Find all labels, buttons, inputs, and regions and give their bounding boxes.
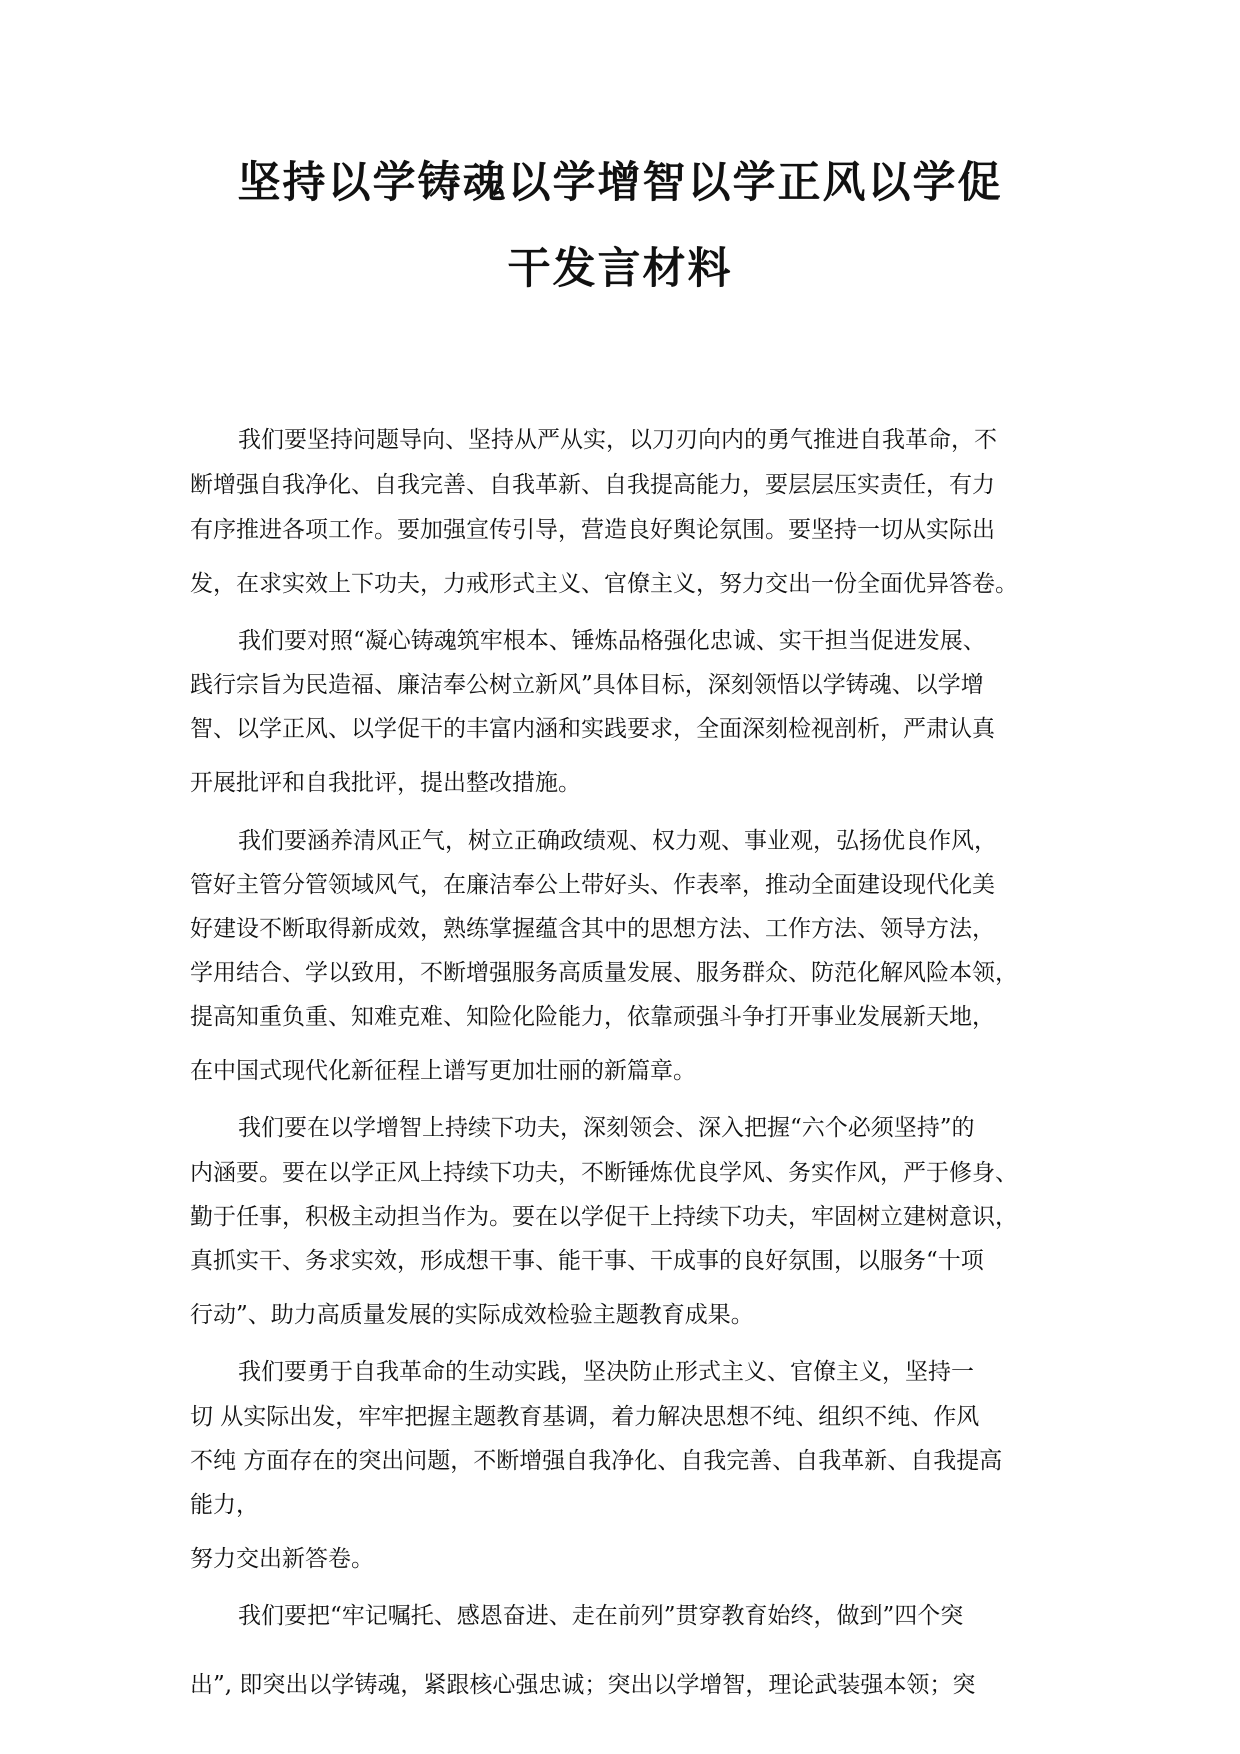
body-line: 勤于任事，积极主动担当作为。要在以学促干上持续下功夫，牢固树立建树意识， — [190, 1204, 1018, 1230]
body-line: 切 从实际出发，牢牢把握主题教育基调，着力解决思想不纯、组织不纯、作风 — [190, 1404, 980, 1430]
body-line: 好建设不断取得新成效，熟练掌握蕴含其中的思想方法、工作方法、领导方法， — [190, 916, 995, 942]
body-line: 开展批评和自我批评，提出整改措施。 — [190, 770, 581, 796]
body-line: 我们要涵养清风正气，树立正确政绩观、权力观、事业观，弘扬优良作风， — [238, 828, 997, 854]
body-line: 提高知重负重、知难克难、知险化险能力，依靠顽强斗争打开事业发展新天地， — [190, 1004, 995, 1030]
body-line: 在中国式现代化新征程上谱写更加壮丽的新篇章。 — [190, 1058, 696, 1084]
body-line: 学用结合、学以致用，不断增强服务高质量发展、服务群众、防范化解风险本领， — [190, 960, 1018, 986]
body-line: 我们要坚持问题导向、坚持从严从实，以刀刃向内的勇气推进自我革命，不 — [238, 427, 997, 453]
body-line: 断增强自我净化、自我完善、自我革新、自我提高能力，要层层压实责任，有力 — [190, 472, 995, 498]
body-line: 内涵要。要在以学正风上持续下功夫，不断锤炼优良学风、务实作风，严于修身、 — [190, 1160, 1018, 1186]
body-line: 发，在求实效上下功夫，力戒形式主义、官僚主义，努力交出一份全面优异答卷。 — [190, 571, 1018, 597]
body-line: 管好主管分管领域风气，在廉洁奉公上带好头、作表率，推动全面建设现代化美 — [190, 872, 995, 898]
body-line: 真抓实干、务求实效，形成想干事、能干事、干成事的良好氛围，以服务“十项 — [190, 1248, 984, 1274]
body-line: 我们要勇于自我革命的生动实践，坚决防止形式主义、官僚主义，坚持一 — [238, 1359, 974, 1385]
document-title-line-2: 干发言材料 — [507, 244, 733, 294]
body-line: 不纯 方面存在的突出问题，不断增强自我净化、自我完善、自我革新、自我提高 — [190, 1448, 1003, 1474]
body-line: 我们要把“牢记嘱托、感恩奋进、走在前列”贯穿教育始终，做到”四个突 — [238, 1603, 964, 1629]
body-line: 我们要对照“凝心铸魂筑牢根本、锤炼品格强化忠诚、实干担当促进发展、 — [238, 628, 986, 654]
body-line: 能力， — [190, 1492, 259, 1518]
document-title-line-1: 坚持以学铸魂以学增智以学正风以学促 — [237, 158, 1003, 208]
body-line: 我们要在以学增智上持续下功夫，深刻领会、深入把握“六个必须坚持”的 — [238, 1115, 975, 1141]
body-line: 行动”、助力高质量发展的实际成效检验主题教育成果。 — [190, 1302, 754, 1328]
body-line: 努力交出新答卷。 — [190, 1546, 374, 1572]
body-line: 有序推进各项工作。要加强宣传引导，营造良好舆论氛围。要坚持一切从实际出 — [190, 517, 995, 543]
body-line: 智、以学正风、以学促干的丰富内涵和实践要求，全面深刻检视剖析，严肃认真 — [190, 716, 995, 742]
body-line: 出”, 即突出以学铸魂，紧跟核心强忠诚；突出以学增智，理论武装强本领；突 — [190, 1672, 976, 1698]
body-line: 践行宗旨为民造福、廉洁奉公树立新风”具体目标，深刻领悟以学铸魂、以学增 — [190, 672, 984, 698]
